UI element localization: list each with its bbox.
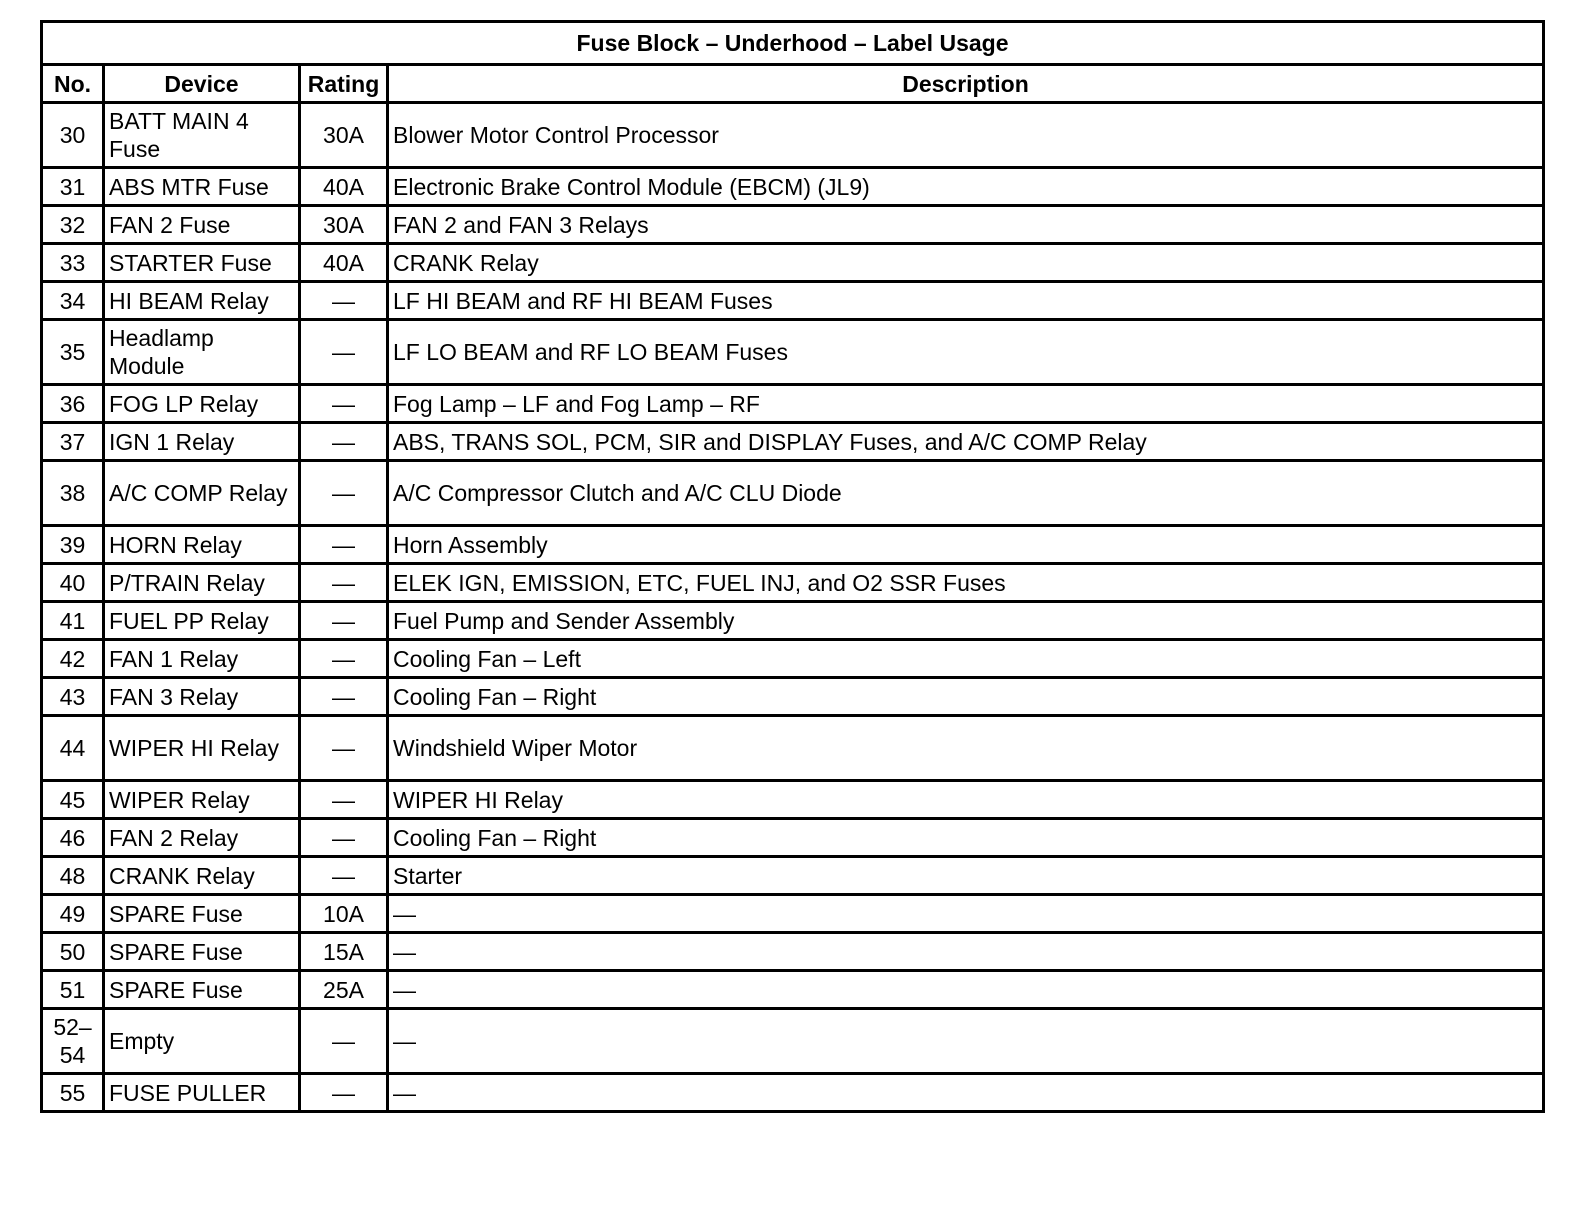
cell-rating: — <box>300 526 388 564</box>
cell-device: FAN 1 Relay <box>104 640 300 678</box>
cell-rating: — <box>300 640 388 678</box>
cell-description: Cooling Fan – Left <box>388 640 1544 678</box>
cell-description: WIPER HI Relay <box>388 781 1544 819</box>
table-row <box>42 103 1544 168</box>
cell-description: Windshield Wiper Motor <box>388 716 1544 781</box>
cell-no: 41 <box>42 602 104 640</box>
table-row <box>42 168 1544 206</box>
cell-rating: 40A <box>300 168 388 206</box>
cell-rating: 30A <box>300 206 388 244</box>
cell-device: Headlamp Module <box>104 320 300 385</box>
table-row <box>42 320 1544 385</box>
cell-rating: — <box>300 564 388 602</box>
cell-description: Blower Motor Control Processor <box>388 103 1544 168</box>
cell-no: 48 <box>42 857 104 895</box>
cell-description: Electronic Brake Control Module (EBCM) (JL9) <box>388 168 1544 206</box>
cell-rating: — <box>300 1009 388 1074</box>
cell-no: 33 <box>42 244 104 282</box>
header-no: No. <box>42 65 104 103</box>
header-description: Description <box>388 65 1544 103</box>
cell-rating: — <box>300 602 388 640</box>
cell-no: 43 <box>42 678 104 716</box>
cell-description: — <box>388 1009 1544 1074</box>
table-title: Fuse Block – Underhood – Label Usage <box>42 22 1544 65</box>
table-row <box>42 244 1544 282</box>
cell-no: 39 <box>42 526 104 564</box>
cell-description: LF LO BEAM and RF LO BEAM Fuses <box>388 320 1544 385</box>
cell-device: FAN 3 Relay <box>104 678 300 716</box>
cell-no: 45 <box>42 781 104 819</box>
cell-no: 34 <box>42 282 104 320</box>
cell-rating: — <box>300 781 388 819</box>
fuse-table-container <box>40 20 1542 1113</box>
cell-description: — <box>388 895 1544 933</box>
cell-description: LF HI BEAM and RF HI BEAM Fuses <box>388 282 1544 320</box>
cell-rating: — <box>300 385 388 423</box>
cell-rating: 25A <box>300 971 388 1009</box>
cell-device: FAN 2 Fuse <box>104 206 300 244</box>
header-row <box>42 65 1544 103</box>
table-row <box>42 640 1544 678</box>
table-row <box>42 564 1544 602</box>
cell-description: Cooling Fan – Right <box>388 819 1544 857</box>
cell-description: Fuel Pump and Sender Assembly <box>388 602 1544 640</box>
cell-no: 32 <box>42 206 104 244</box>
cell-rating: — <box>300 857 388 895</box>
cell-no: 38 <box>42 461 104 526</box>
cell-device: ABS MTR Fuse <box>104 168 300 206</box>
table-row <box>42 526 1544 564</box>
cell-device: FOG LP Relay <box>104 385 300 423</box>
table-row <box>42 602 1544 640</box>
cell-no: 46 <box>42 819 104 857</box>
cell-device: HORN Relay <box>104 526 300 564</box>
cell-no: 31 <box>42 168 104 206</box>
header-rating: Rating <box>300 65 388 103</box>
table-row <box>42 895 1544 933</box>
cell-description: ELEK IGN, EMISSION, ETC, FUEL INJ, and O2 SSR Fuses <box>388 564 1544 602</box>
table-row <box>42 1009 1544 1074</box>
cell-device: STARTER Fuse <box>104 244 300 282</box>
fuse-usage-table <box>40 20 1545 1113</box>
table-row <box>42 385 1544 423</box>
cell-description: Cooling Fan – Right <box>388 678 1544 716</box>
cell-description: FAN 2 and FAN 3 Relays <box>388 206 1544 244</box>
table-row <box>42 781 1544 819</box>
cell-no: 51 <box>42 971 104 1009</box>
cell-device: WIPER Relay <box>104 781 300 819</box>
cell-no: 44 <box>42 716 104 781</box>
table-row <box>42 678 1544 716</box>
cell-device: IGN 1 Relay <box>104 423 300 461</box>
table-row <box>42 282 1544 320</box>
cell-device: HI BEAM Relay <box>104 282 300 320</box>
cell-no: 55 <box>42 1074 104 1112</box>
cell-rating: — <box>300 716 388 781</box>
cell-no: 42 <box>42 640 104 678</box>
cell-device: Empty <box>104 1009 300 1074</box>
table-row <box>42 423 1544 461</box>
cell-rating: 10A <box>300 895 388 933</box>
cell-no: 30 <box>42 103 104 168</box>
cell-device: SPARE Fuse <box>104 971 300 1009</box>
table-row <box>42 206 1544 244</box>
cell-rating: — <box>300 678 388 716</box>
cell-device: A/C COMP Relay <box>104 461 300 526</box>
cell-description: — <box>388 971 1544 1009</box>
cell-description: CRANK Relay <box>388 244 1544 282</box>
cell-device: CRANK Relay <box>104 857 300 895</box>
cell-description: — <box>388 933 1544 971</box>
cell-rating: 15A <box>300 933 388 971</box>
cell-device: SPARE Fuse <box>104 895 300 933</box>
table-row <box>42 971 1544 1009</box>
header-device: Device <box>104 65 300 103</box>
cell-device: BATT MAIN 4 Fuse <box>104 103 300 168</box>
cell-description: Fog Lamp – LF and Fog Lamp – RF <box>388 385 1544 423</box>
cell-rating: — <box>300 320 388 385</box>
cell-description: — <box>388 1074 1544 1112</box>
cell-rating: — <box>300 423 388 461</box>
cell-device: FAN 2 Relay <box>104 819 300 857</box>
cell-rating: — <box>300 461 388 526</box>
table-row <box>42 1074 1544 1112</box>
table-row <box>42 461 1544 526</box>
cell-rating: 30A <box>300 103 388 168</box>
cell-no: 50 <box>42 933 104 971</box>
cell-description: Starter <box>388 857 1544 895</box>
cell-no: 40 <box>42 564 104 602</box>
cell-rating: 40A <box>300 244 388 282</box>
cell-description: ABS, TRANS SOL, PCM, SIR and DISPLAY Fuses, and A/C COMP Relay <box>388 423 1544 461</box>
cell-device: SPARE Fuse <box>104 933 300 971</box>
cell-no: 49 <box>42 895 104 933</box>
cell-rating: — <box>300 1074 388 1112</box>
cell-description: Horn Assembly <box>388 526 1544 564</box>
cell-device: P/TRAIN Relay <box>104 564 300 602</box>
cell-device: FUSE PULLER <box>104 1074 300 1112</box>
cell-no: 52–54 <box>42 1009 104 1074</box>
cell-device: WIPER HI Relay <box>104 716 300 781</box>
table-row <box>42 933 1544 971</box>
table-row <box>42 819 1544 857</box>
cell-no: 36 <box>42 385 104 423</box>
cell-device: FUEL PP Relay <box>104 602 300 640</box>
cell-description: A/C Compressor Clutch and A/C CLU Diode <box>388 461 1544 526</box>
cell-no: 37 <box>42 423 104 461</box>
cell-no: 35 <box>42 320 104 385</box>
cell-rating: — <box>300 282 388 320</box>
table-row <box>42 857 1544 895</box>
cell-rating: — <box>300 819 388 857</box>
table-row <box>42 716 1544 781</box>
